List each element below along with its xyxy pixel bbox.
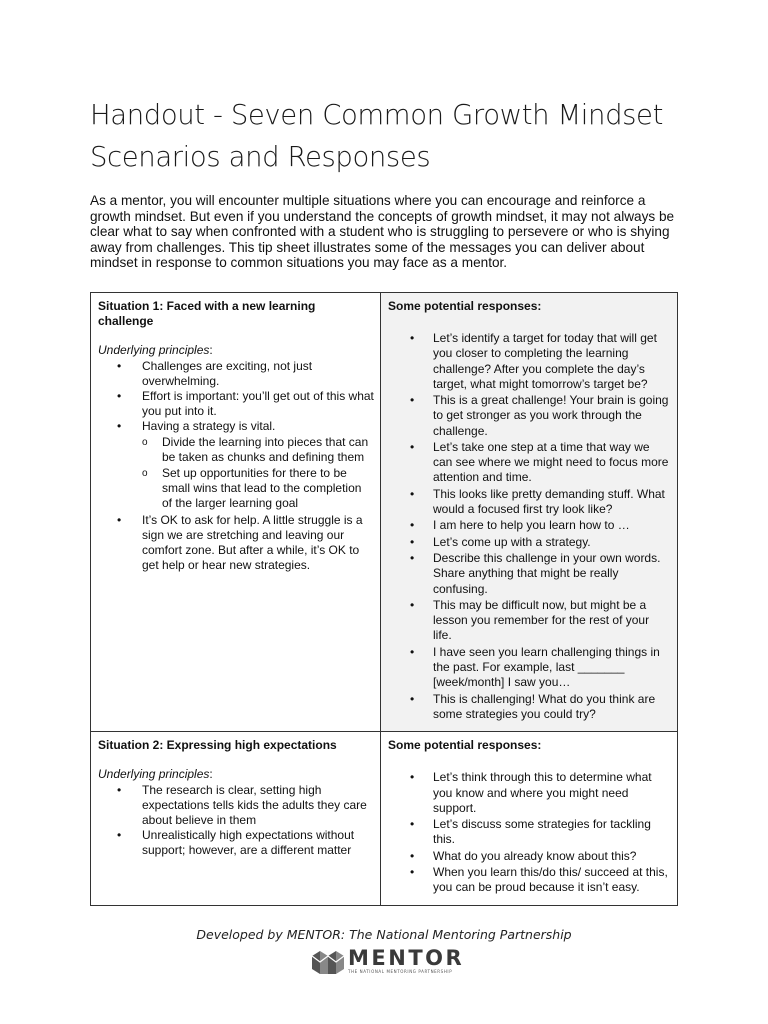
responses-list [388, 331, 671, 722]
bullet-icon: • [117, 828, 122, 843]
list-item: • Let’s think through this to determine what you know and where you might need support. [410, 770, 652, 815]
bullet-icon: • [410, 691, 415, 706]
logo-tagline: THE NATIONAL MENTORING PARTNERSHIP [348, 969, 453, 974]
bullet-icon: • [410, 393, 415, 408]
bullet-icon: • [410, 486, 415, 501]
list-item: • Let’s identify a target for today that will get you closer to completing the learning challenge? After you complete the day’s target, what might tomorrow’s target be? [410, 331, 657, 391]
responses-cell [381, 293, 678, 732]
bullet-icon: • [410, 865, 415, 880]
situation-title: Situation 1: Faced with a new learning challenge [98, 299, 316, 329]
list-item: • Challenges are exciting, not just overwhelming. [117, 358, 313, 388]
bullet-icon: • [410, 534, 415, 549]
intro-paragraph: As a mentor, you will encounter multiple situations where you can encourage and reinforce a growth mindset. But even if you understand the concepts of growth mindset, it may not always be clear what to say when confronted with a student who is struggling to persevere or who is shying away from challenges. This tip sheet illustrates some of the messages you can deliver about mindset in response to common situations you may face as a mentor. [90, 193, 675, 271]
table-row [91, 732, 678, 906]
situation-title: Situation 2: Expressing high expectations [98, 738, 337, 753]
list-item: • This may be difficult now, but might be a lesson you remember for the rest of your life. [410, 597, 650, 643]
list-item: o Divide the learning into pieces that can be taken as chunks and defining them [142, 434, 369, 464]
footer-credit: Developed by MENTOR: The National Mentoring Partnership [196, 927, 572, 942]
bullet-icon: • [410, 770, 415, 785]
scenarios-table [90, 292, 678, 906]
principles-heading: Underlying principles: [98, 343, 213, 358]
principles-heading: Underlying principles: [98, 767, 213, 782]
list-item: • I am here to help you learn how to … [410, 518, 630, 533]
list-item: • When you learn this/do this/ succeed at this, you can be proud because it isn’t easy. [410, 865, 668, 895]
circle-bullet-icon: o [142, 436, 148, 448]
list-item: o Set up opportunities for there to be small wins that lead to the completion of the larger learning goal [142, 466, 362, 511]
list-item: • The research is clear, setting high expectations tells kids the adults they care about believe in them [117, 782, 367, 827]
bullet-icon: • [410, 644, 415, 659]
circle-bullet-icon: o [142, 468, 148, 480]
page-title: Handout - Seven Common Growth Mindset Scenarios and Responses [90, 99, 663, 173]
list-item: • What do you already know about this? [410, 848, 637, 863]
list-item: • I have seen you learn challenging things in the past. For example, last _______ [week/month] I saw you… [410, 644, 660, 690]
list-item: • Effort is important: you’ll get out of this what you put into it. [117, 389, 374, 419]
responses-title: Some potential responses: [388, 299, 542, 313]
list-item: • Unrealistically high expectations without support; however, are a different matter [117, 828, 355, 858]
logo-wordmark: MENTOR [348, 946, 465, 970]
principles-list [98, 359, 374, 574]
bullet-icon: • [117, 782, 122, 797]
list-item: • Let’s come up with a strategy. [410, 534, 591, 549]
list-item: • Having a strategy is vital. o Divide the learning into pieces that can be taken as chunks and defining them o Set up opportunities for there to be small wins that lead to the completion of the larger learning goal [98, 419, 374, 511]
bullet-icon: • [410, 331, 415, 346]
bullet-icon: • [410, 817, 415, 832]
bullet-icon: • [410, 518, 415, 533]
bullet-icon: • [117, 419, 122, 434]
bullet-icon: • [117, 358, 122, 373]
mentor-logo [308, 946, 468, 980]
responses-title: Some potential responses: [388, 738, 542, 753]
list-item: • This looks like pretty demanding stuff. What would a focused first try look like? [410, 486, 665, 516]
responses-list [388, 770, 671, 895]
situation-cell [91, 732, 381, 906]
table-row [91, 293, 678, 732]
list-item: • It’s OK to ask for help. A little struggle is a sign we are stretching and leaving our comfort zone. But after a while, it’s OK to get help or hear new strategies. [117, 512, 363, 573]
bullet-icon: • [117, 512, 122, 527]
bullet-icon: • [117, 389, 122, 404]
list-item: • This is a great challenge! Your brain is going to get stronger as you work through the challenge. [410, 393, 669, 438]
list-item: • Let’s take one step at a time that way we can see where we might need to focus more attention and time. [410, 440, 669, 485]
sub-principles-list [142, 435, 374, 512]
list-item: • Let’s discuss some strategies for tackling this. [410, 817, 651, 847]
bullet-icon: • [410, 597, 415, 612]
list-item: • This is challenging! What do you think are some strategies you could try? [410, 691, 656, 721]
list-item: • Describe this challenge in your own words. Share anything that might be really confusing. [410, 551, 661, 596]
bullet-icon: • [410, 551, 415, 566]
situation-cell [91, 293, 381, 732]
principles-list [98, 783, 374, 859]
bullet-icon: • [410, 440, 415, 454]
mentor-logo-icon [310, 948, 346, 978]
responses-cell [381, 732, 678, 906]
bullet-icon: • [410, 848, 415, 863]
